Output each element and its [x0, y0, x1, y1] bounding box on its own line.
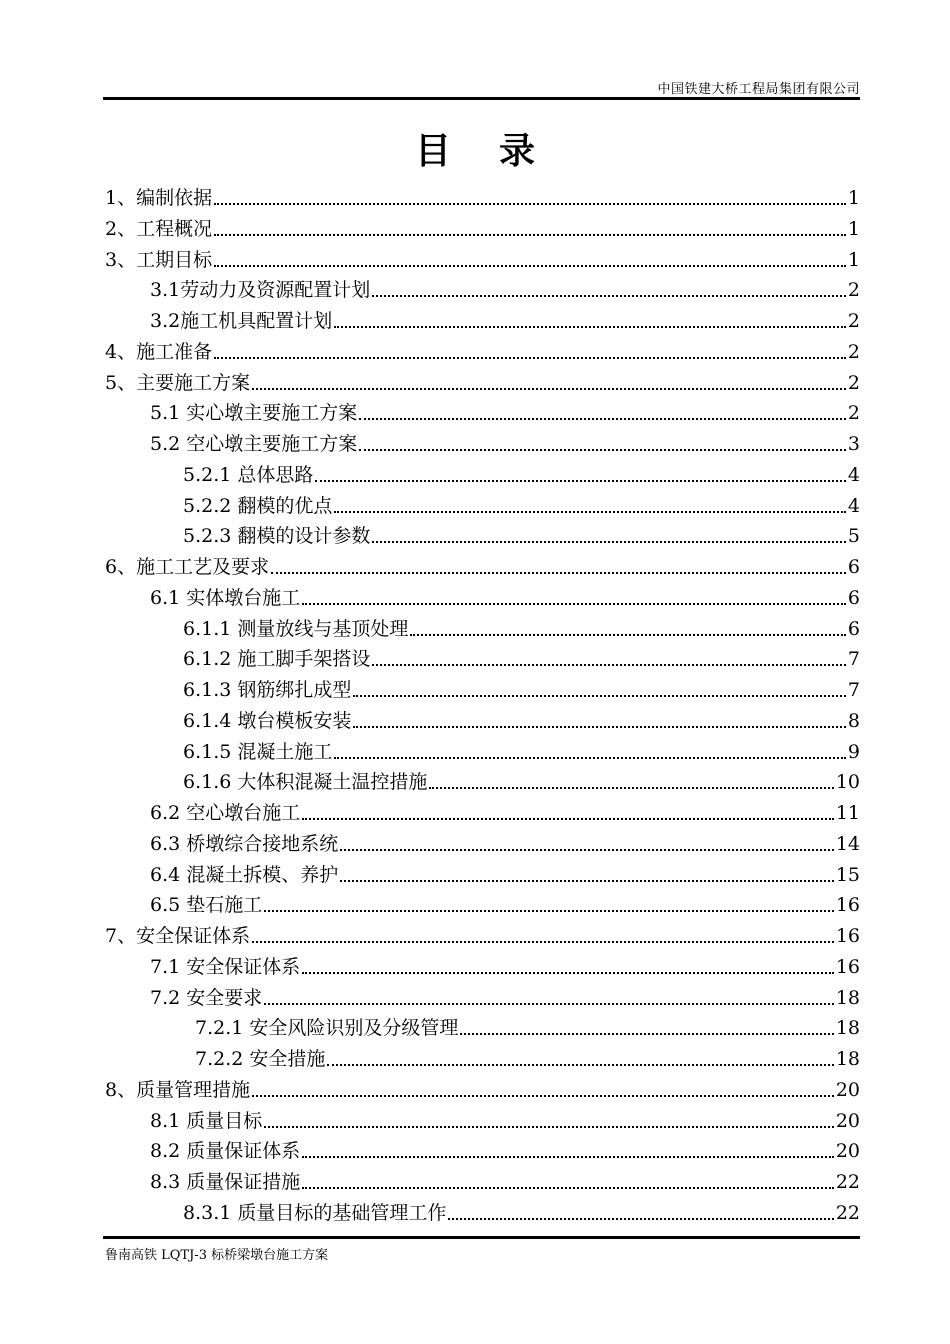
footer-divider — [103, 1236, 860, 1239]
toc-entry-label: 6.2 空心墩台施工 — [150, 799, 302, 827]
toc-entry[interactable] — [183, 645, 860, 673]
toc-entry-label: 1、编制依据 — [105, 184, 214, 212]
toc-entry-page-number: 16 — [835, 925, 860, 947]
toc-entry-label: 6.4 混凝土拆模、养护 — [150, 861, 340, 889]
toc-leader-dots — [264, 984, 834, 1012]
toc-leader-dots — [302, 799, 834, 827]
toc-entry-label: 7.2 安全要求 — [150, 984, 264, 1012]
toc-entry-label: 6.1.6 大体积混凝土温控措施 — [183, 768, 429, 796]
toc-entry-label: 5.1 实心墩主要施工方案 — [150, 399, 359, 427]
toc-entry-page-number: 3 — [847, 433, 860, 455]
toc-entry-page-number: 20 — [835, 1079, 860, 1101]
toc-entry[interactable] — [105, 922, 860, 950]
toc-entry-page-number: 22 — [835, 1171, 860, 1193]
toc-entry-label: 5、主要施工方案 — [105, 369, 252, 397]
toc-entry[interactable] — [150, 1168, 860, 1196]
toc-leader-dots — [359, 430, 846, 458]
toc-entry-page-number: 22 — [835, 1202, 860, 1224]
toc-leader-dots — [214, 184, 846, 212]
toc-entry[interactable] — [105, 215, 860, 243]
toc-entry[interactable] — [150, 584, 860, 612]
toc-title: 目录 — [414, 131, 583, 172]
toc-entry[interactable] — [195, 1045, 860, 1073]
toc-entry-label: 5.2.2 翻模的优点 — [183, 492, 334, 520]
toc-entry[interactable] — [150, 276, 860, 304]
toc-entry[interactable] — [150, 399, 860, 427]
toc-entry-label: 6.1.2 施工脚手架搭设 — [183, 645, 372, 673]
toc-leader-dots — [214, 246, 846, 274]
toc-entry-label: 6、施工工艺及要求 — [105, 553, 271, 581]
toc-leader-dots — [340, 861, 834, 889]
toc-entry[interactable] — [150, 830, 860, 858]
toc-entry-page-number: 16 — [835, 956, 860, 978]
toc-entry[interactable] — [183, 768, 860, 796]
toc-leader-dots — [327, 1045, 833, 1073]
toc-entry-page-number: 2 — [847, 310, 860, 332]
toc-leader-dots — [340, 830, 834, 858]
toc-entry[interactable] — [195, 1014, 860, 1042]
toc-entry-label: 6.1.1 测量放线与基顶处理 — [183, 615, 410, 643]
toc-entry-page-number: 20 — [835, 1140, 860, 1162]
toc-leader-dots — [264, 891, 834, 919]
toc-entry-label: 5.2.1 总体思路 — [183, 461, 315, 489]
toc-entry-page-number: 1 — [847, 218, 860, 240]
toc-leader-dots — [334, 738, 846, 766]
page-footer-project: 鲁南高铁 LQTJ-3 标桥梁墩台施工方案 — [105, 1248, 329, 1263]
toc-entry-label: 7.1 安全保证体系 — [150, 953, 302, 981]
toc-entry[interactable] — [150, 307, 860, 335]
toc-entry[interactable] — [183, 522, 860, 550]
toc-entry-page-number: 4 — [847, 495, 860, 517]
toc-entry-page-number: 10 — [835, 771, 860, 793]
toc-entry[interactable] — [150, 953, 860, 981]
toc-leader-dots — [264, 1107, 834, 1135]
toc-entry[interactable] — [105, 553, 860, 581]
toc-entry[interactable] — [150, 984, 860, 1012]
header-divider — [103, 97, 860, 100]
toc-entry[interactable] — [150, 799, 860, 827]
toc-entry-page-number: 16 — [835, 894, 860, 916]
toc-entry-label: 6.1 实体墩台施工 — [150, 584, 302, 612]
toc-entry-label: 4、施工准备 — [105, 338, 214, 366]
toc-entry[interactable] — [183, 492, 860, 520]
toc-leader-dots — [252, 369, 846, 397]
toc-entry[interactable] — [105, 246, 860, 274]
toc-entry-label: 7.2.1 安全风险识别及分级管理 — [195, 1014, 460, 1042]
toc-entry-label: 6.1.5 混凝土施工 — [183, 738, 334, 766]
toc-leader-dots — [302, 584, 846, 612]
toc-entry[interactable] — [105, 369, 860, 397]
toc-leader-dots — [429, 768, 833, 796]
toc-entry[interactable] — [150, 1137, 860, 1165]
toc-entry[interactable] — [183, 707, 860, 735]
toc-entry[interactable] — [183, 461, 860, 489]
toc-entry[interactable] — [183, 676, 860, 704]
toc-entry-label: 3、工期目标 — [105, 246, 214, 274]
toc-entry-label: 6.5 垫石施工 — [150, 891, 264, 919]
toc-leader-dots — [271, 553, 846, 581]
toc-entry-page-number: 20 — [835, 1110, 860, 1132]
toc-leader-dots — [372, 276, 846, 304]
toc-leader-dots — [302, 953, 834, 981]
toc-entry-page-number: 8 — [847, 710, 860, 732]
toc-entry-label: 3.1劳动力及资源配置计划 — [150, 276, 372, 304]
toc-entry-page-number: 18 — [835, 1017, 860, 1039]
toc-entry-label: 8.3.1 质量目标的基础管理工作 — [183, 1199, 448, 1227]
toc-entry-page-number: 4 — [847, 464, 860, 486]
toc-entry-page-number: 5 — [847, 525, 860, 547]
toc-entry-page-number: 9 — [847, 741, 860, 763]
toc-entry[interactable] — [183, 738, 860, 766]
toc-entry-page-number: 15 — [835, 864, 860, 886]
toc-entry-page-number: 11 — [835, 802, 860, 824]
toc-leader-dots — [302, 1137, 834, 1165]
toc-entry-page-number: 6 — [847, 587, 860, 609]
toc-entry-label: 6.3 桥墩综合接地系统 — [150, 830, 340, 858]
toc-leader-dots — [302, 1168, 834, 1196]
toc-leader-dots — [410, 615, 846, 643]
toc-entry-label: 6.1.4 墩台模板安装 — [183, 707, 353, 735]
toc-leader-dots — [252, 922, 834, 950]
toc-entry-label: 8.1 质量目标 — [150, 1107, 264, 1135]
toc-leader-dots — [448, 1199, 833, 1227]
toc-entry-page-number: 2 — [847, 372, 860, 394]
toc-leader-dots — [372, 645, 846, 673]
toc-entry-label: 5.2.3 翻模的设计参数 — [183, 522, 372, 550]
toc-entry-label: 8.3 质量保证措施 — [150, 1168, 302, 1196]
toc-entry-label: 8.2 质量保证体系 — [150, 1137, 302, 1165]
toc-leader-dots — [315, 461, 846, 489]
toc-leader-dots — [334, 307, 846, 335]
toc-entry[interactable] — [183, 615, 860, 643]
toc-entry-page-number: 2 — [847, 341, 860, 363]
toc-entry-page-number: 1 — [847, 249, 860, 271]
toc-entry-label: 7、安全保证体系 — [105, 922, 252, 950]
toc-leader-dots — [359, 399, 846, 427]
toc-entry[interactable] — [105, 184, 860, 212]
toc-leader-dots — [372, 522, 846, 550]
toc-entry[interactable] — [150, 861, 860, 889]
toc-entry-label: 3.2施工机具配置计划 — [150, 307, 334, 335]
toc-entry[interactable] — [150, 1107, 860, 1135]
toc-entry-page-number: 18 — [835, 1048, 860, 1070]
toc-entry-page-number: 14 — [835, 833, 860, 855]
toc-leader-dots — [460, 1014, 833, 1042]
toc-leader-dots — [353, 676, 846, 704]
toc-leader-dots — [214, 215, 846, 243]
toc-entry-page-number: 2 — [847, 279, 860, 301]
toc-entry-label: 8、质量管理措施 — [105, 1076, 252, 1104]
toc-leader-dots — [353, 707, 846, 735]
toc-entry[interactable] — [105, 1076, 860, 1104]
toc-entry[interactable] — [105, 338, 860, 366]
toc-leader-dots — [214, 338, 846, 366]
toc-entry-page-number: 18 — [835, 987, 860, 1009]
toc-entry-page-number: 2 — [847, 402, 860, 424]
toc-leader-dots — [334, 492, 846, 520]
toc-entry-page-number: 1 — [847, 187, 860, 209]
toc-entry-page-number: 6 — [847, 556, 860, 578]
toc-entry-label: 6.1.3 钢筋绑扎成型 — [183, 676, 353, 704]
toc-entry-label: 7.2.2 安全措施 — [195, 1045, 327, 1073]
toc-entry-page-number: 7 — [847, 648, 860, 670]
toc-leader-dots — [252, 1076, 834, 1104]
toc-entry[interactable] — [150, 891, 860, 919]
toc-entry[interactable] — [183, 1199, 860, 1227]
toc-entry[interactable] — [150, 430, 860, 458]
toc-entry-page-number: 7 — [847, 679, 860, 701]
toc-entry-page-number: 6 — [847, 618, 860, 640]
toc-entry-label: 5.2 空心墩主要施工方案 — [150, 430, 359, 458]
toc-entry-label: 2、工程概况 — [105, 215, 214, 243]
page-header-company: 中国铁建大桥工程局集团有限公司 — [657, 82, 860, 97]
